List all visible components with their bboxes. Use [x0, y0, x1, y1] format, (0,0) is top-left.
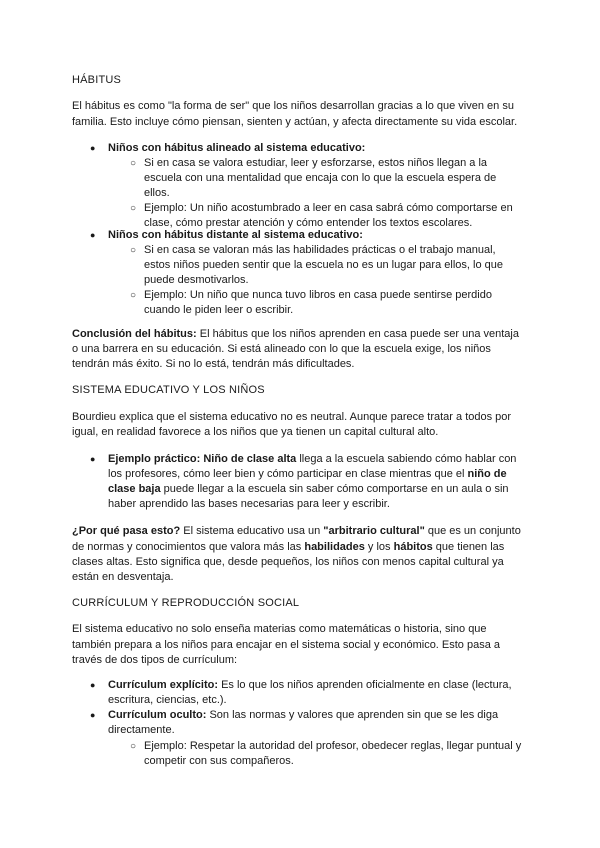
- why-line: clases altas. Esto significa que, desde pequeños, los niños con menos capital cultural ya: [72, 556, 504, 568]
- why-line: están en desventaja.: [72, 571, 174, 583]
- sub-bullet-icon: ○: [130, 158, 137, 169]
- habitus-conclusion-line: o una barrera en su educación. Si está alineado con lo que la escuela exige, los niños: [72, 343, 491, 355]
- example-text: puede llegar a la escuela sin saber cómo comportarse en un aula o sin: [160, 483, 509, 495]
- bullet-icon: ●: [90, 230, 96, 240]
- list-item-text: Ejemplo: Un niño acostumbrado a leer en casa sabrá cómo comportarse en: [144, 202, 513, 214]
- example-emphasis: niño de: [467, 468, 507, 480]
- why-label: ¿Por qué pasa esto?: [72, 525, 181, 537]
- bullet-icon: ●: [90, 710, 96, 720]
- sistema-paragraph-line: igual, en realidad favorece a los niños que ya tienen un capital cultural alto.: [72, 426, 439, 438]
- why-text: de normas y conocimientos que valora más las: [72, 541, 305, 553]
- sub-bullet-icon: ○: [130, 245, 137, 256]
- curriculum-bullet-line: directamente.: [108, 724, 175, 736]
- section-heading-curriculum: CURRÍCULUM Y REPRODUCCIÓN SOCIAL: [72, 597, 300, 609]
- curriculum-bullet-line: [108, 678, 564, 693]
- curriculum-text: Es lo que los niños aprenden oficialmente en clase (lectura,: [218, 679, 512, 691]
- example-line: [108, 467, 564, 482]
- curriculum-bullet-line: [108, 708, 564, 723]
- bullet-icon: ●: [90, 143, 96, 153]
- why-text: El sistema educativo usa un: [180, 525, 324, 537]
- conclusion-text: El hábitus que los niños aprenden en casa puede ser una ventaja: [196, 328, 519, 340]
- list-item-text: escuela con una mentalidad que encaja con lo que la escuela espera de: [144, 172, 497, 184]
- why-text: que es un conjunto: [424, 525, 521, 537]
- why-text: que tienen las: [432, 541, 505, 553]
- why-line: [72, 540, 528, 555]
- example-text: llega a la escuela sabiendo cómo hablar con: [296, 453, 517, 465]
- section-heading-sistema: SISTEMA EDUCATIVO Y LOS NIÑOS: [72, 384, 265, 396]
- list-item-text: puede desmotivarlos.: [144, 274, 249, 286]
- habitus-conclusion-line: [72, 327, 528, 342]
- why-emphasis: hábitos: [393, 541, 433, 553]
- curriculum-label: Currículum explícito:: [108, 679, 219, 691]
- curriculum-paragraph-line: través de dos tipos de currículum:: [72, 654, 238, 666]
- example-line: [108, 452, 564, 467]
- conclusion-label: Conclusión del hábitus:: [72, 328, 197, 340]
- list-item-text: cuando le piden leer o escribir.: [144, 304, 294, 316]
- why-emphasis: habilidades: [304, 541, 365, 553]
- bullet-icon: ●: [90, 454, 96, 464]
- example-label: Ejemplo práctico: Niño de clase alta: [108, 453, 297, 465]
- list-item-text: ellos.: [144, 187, 170, 199]
- section-heading-habitus: HÁBITUS: [72, 74, 122, 86]
- why-emphasis: "arbitrario cultural": [323, 525, 425, 537]
- list-item-text: Ejemplo: Un niño que nunca tuvo libros en casa puede sentirse perdido: [144, 289, 492, 301]
- why-line: [72, 524, 528, 539]
- curriculum-bullet-line: escritura, ciencias, etc.).: [108, 694, 227, 706]
- curriculum-paragraph-line: El sistema educativo no solo enseña materias como matemáticas o historia, sino que: [72, 623, 487, 635]
- example-text: los profesores, cómo leer bien y cómo participar en clase mientras que el: [108, 468, 468, 480]
- habitus-intro-line: El hábitus es como "la forma de ser" que los niños desarrollan gracias a lo que viven en su: [72, 100, 514, 112]
- sub-bullet-icon: ○: [130, 203, 137, 214]
- why-text: y los: [364, 541, 394, 553]
- sub-bullet-icon: ○: [130, 290, 137, 301]
- list-item-text: clase, cómo prestar atención y cómo entender los textos escolares.: [144, 217, 473, 229]
- habitus-intro-line: familia. Esto incluye cómo piensan, sienten y actúan, y afecta directamente su vida escolar.: [72, 116, 518, 128]
- list-item-text: Ejemplo: Respetar la autoridad del profesor, obedecer reglas, llegar puntual y: [144, 740, 522, 752]
- bullet-title-aligned: Niños con hábitus alineado al sistema educativo:: [108, 142, 366, 154]
- curriculum-label: Currículum oculto:: [108, 709, 207, 721]
- bullet-icon: ●: [90, 680, 96, 690]
- sub-bullet-icon: ○: [130, 741, 137, 752]
- sistema-paragraph-line: Bourdieu explica que el sistema educativo no es neutral. Aunque parece tratar a todos por: [72, 411, 512, 423]
- curriculum-text: Son las normas y valores que aprenden sin que se les diga: [206, 709, 499, 721]
- list-item-text: Si en casa se valora estudiar, leer y esforzarse, estos niños llegan a la: [144, 157, 488, 169]
- curriculum-paragraph-line: también prepara a los niños para encajar en el sistema social y económico. Esto pasa a: [72, 639, 501, 651]
- bullet-title-distant: Niños con hábitus distante al sistema educativo:: [108, 229, 363, 241]
- list-item-text: estos niños pueden sentir que la escuela no es un lugar para ellos, lo que: [144, 259, 503, 271]
- list-item-text: Si en casa se valoran más las habilidades prácticas o el trabajo manual,: [144, 244, 496, 256]
- habitus-conclusion-line: tendrán más éxito. Si no lo está, tendrán más dificultades.: [72, 358, 355, 370]
- list-item-text: competir con sus compañeros.: [144, 755, 294, 767]
- example-line: haber aprendido las bases necesarias para leer y escribir.: [108, 498, 390, 510]
- example-emphasis: clase baja: [108, 483, 161, 495]
- example-line: [108, 482, 564, 497]
